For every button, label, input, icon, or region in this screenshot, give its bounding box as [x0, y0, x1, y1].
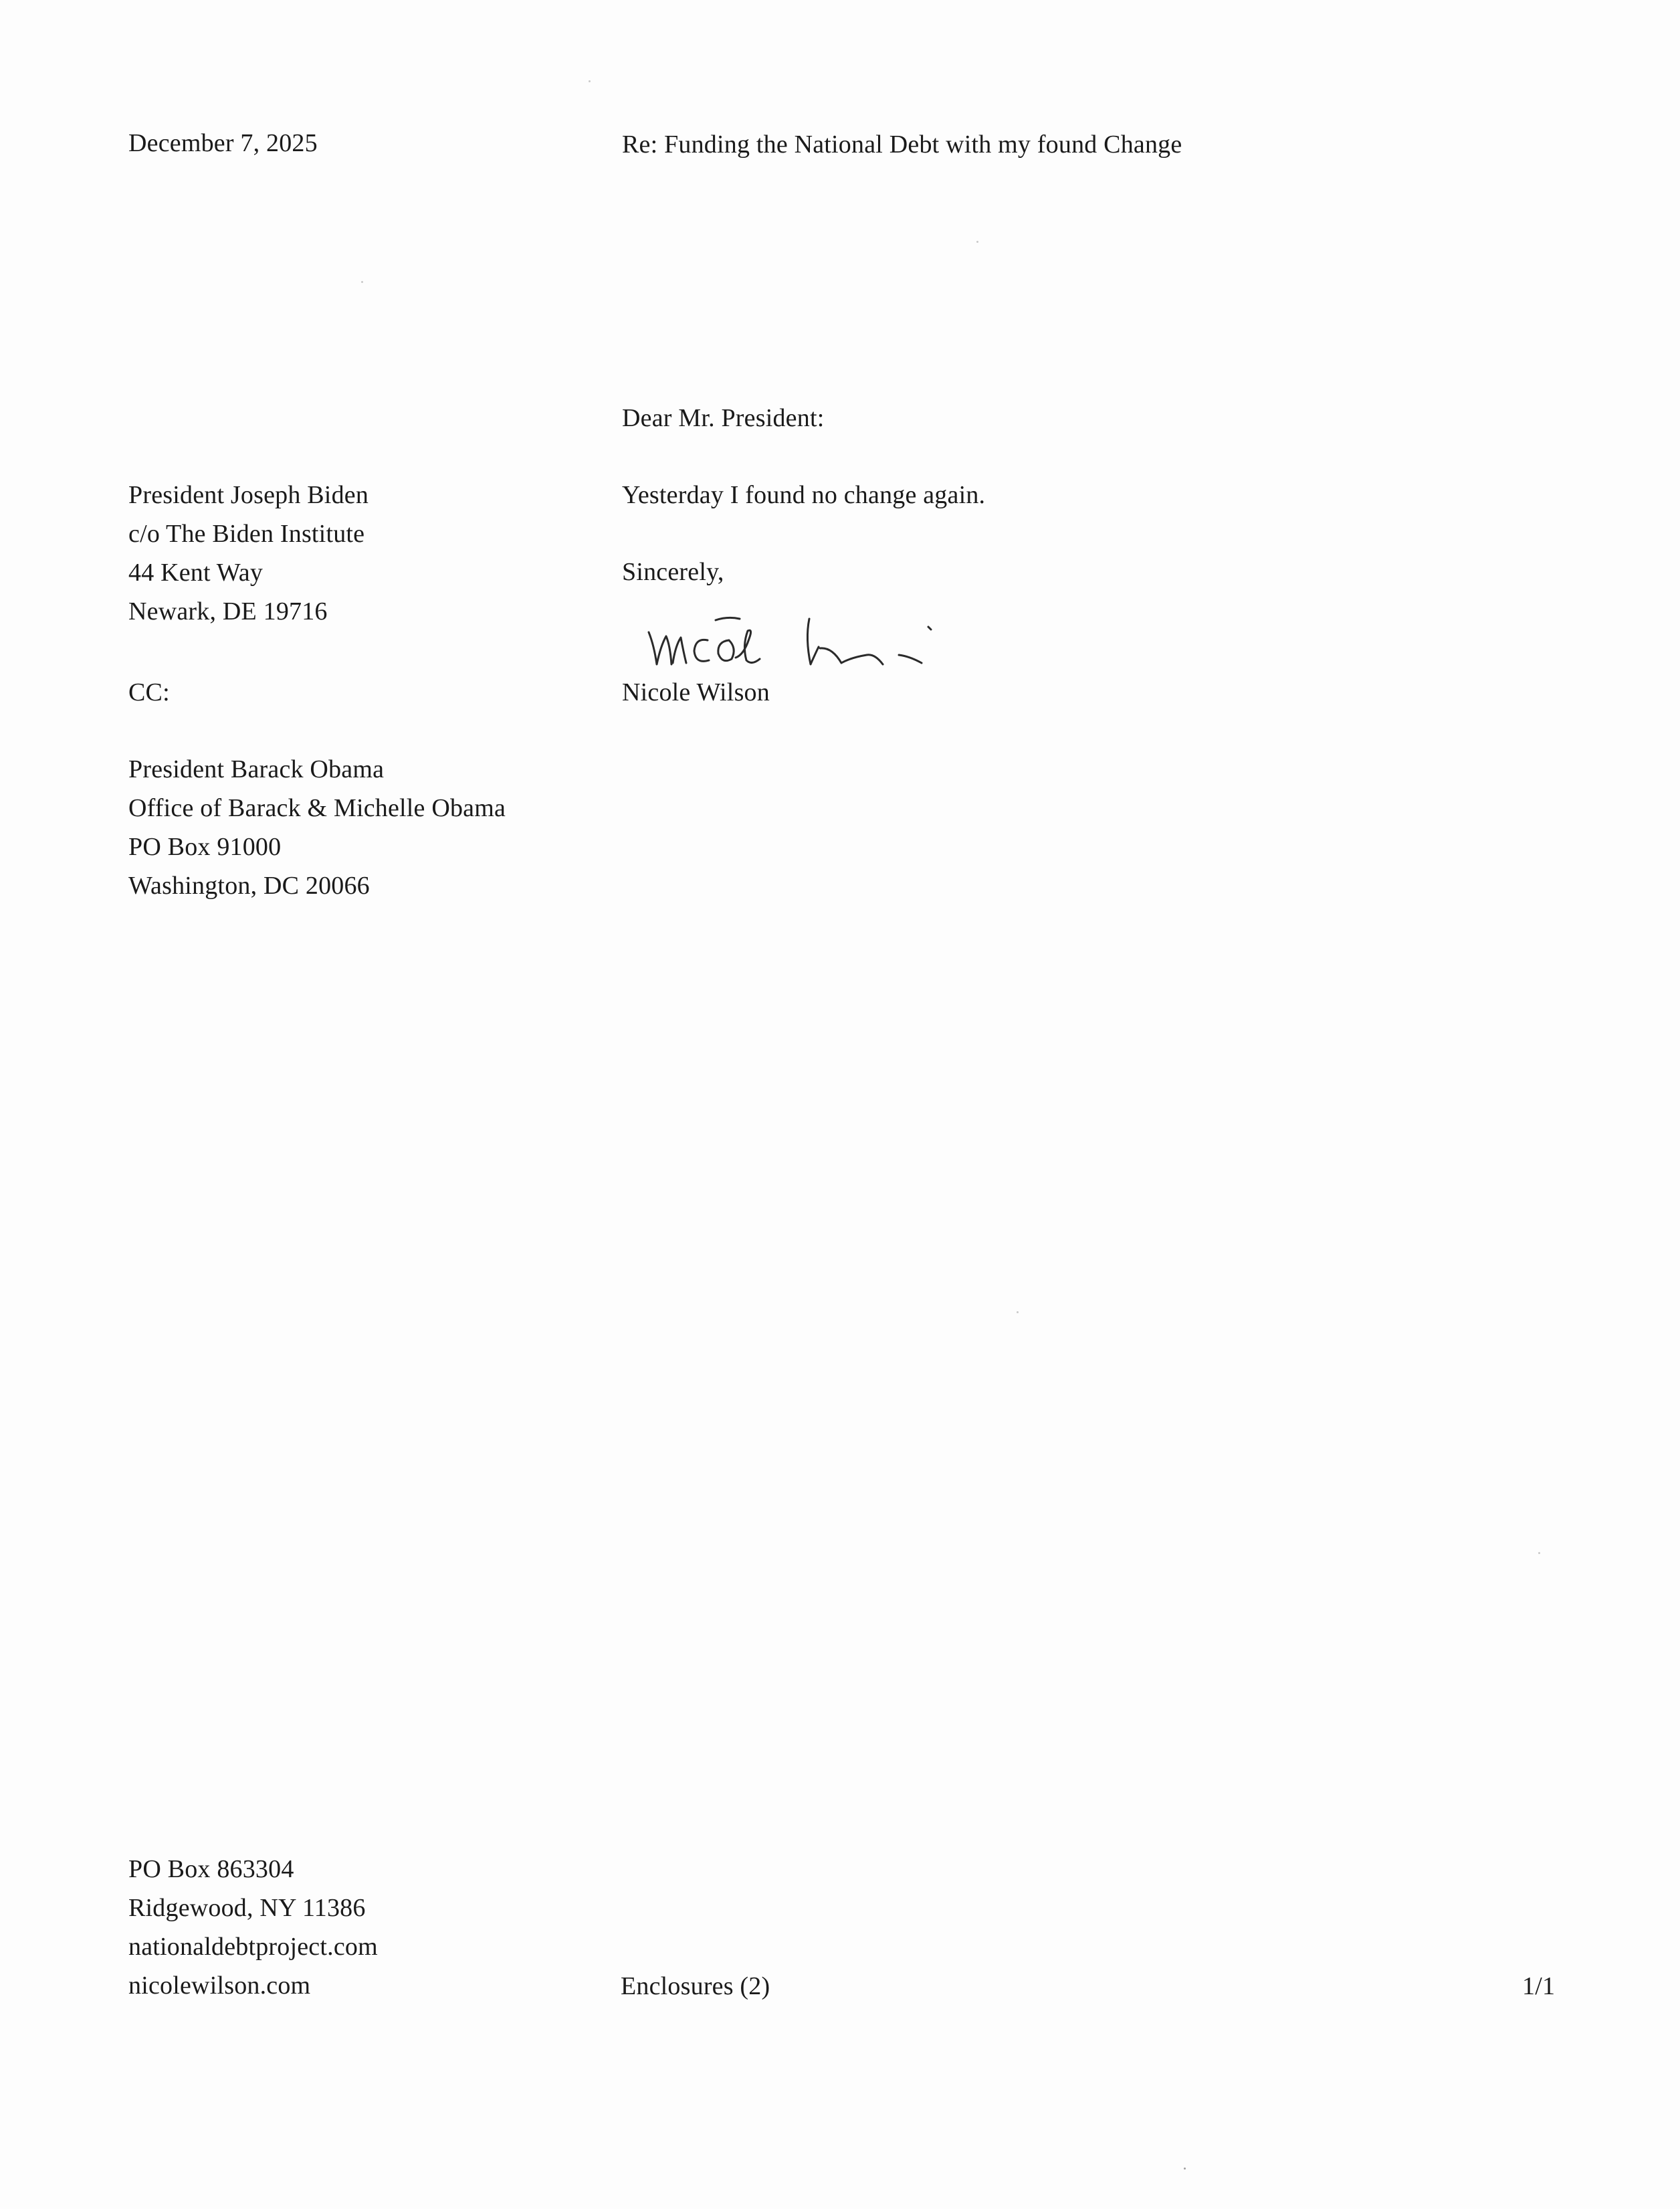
cc-recipient-city: Washington, DC 20066 [128, 872, 370, 900]
scan-speck [1017, 1311, 1019, 1313]
sender-city: Ridgewood, NY 11386 [128, 1894, 366, 1922]
salutation: Dear Mr. President: [622, 404, 825, 432]
cc-recipient-pobox: PO Box 91000 [128, 833, 282, 861]
recipient-city: Newark, DE 19716 [128, 597, 328, 626]
subject-line: Re: Funding the National Debt with my found Change [622, 130, 1182, 159]
cc-recipient-address [128, 750, 506, 905]
cc-recipient-org: Office of Barack & Michelle Obama [128, 794, 506, 822]
scan-speck [976, 241, 978, 243]
recipient-org: c/o The Biden Institute [128, 520, 365, 548]
sender-pobox: PO Box 863304 [128, 1855, 294, 1883]
scan-speck [1538, 1552, 1540, 1554]
recipient-street: 44 Kent Way [128, 559, 264, 587]
signature-name: Nicole Wilson [622, 678, 770, 706]
cc-label: CC: [128, 678, 170, 706]
letter-body: Yesterday I found no change again. [622, 481, 986, 509]
sender-footer [128, 1850, 378, 2005]
closing: Sincerely, [622, 558, 724, 586]
cc-recipient-name: President Barack Obama [128, 755, 385, 783]
scan-speck [589, 80, 591, 82]
enclosures-note: Enclosures (2) [621, 1972, 770, 2000]
scan-speck [1184, 2168, 1186, 2170]
sender-website-2: nicolewilson.com [128, 1972, 311, 2000]
scan-speck [361, 281, 363, 283]
sender-website-1: nationaldebtproject.com [128, 1933, 378, 1961]
recipient-address [128, 476, 369, 631]
letter-date: December 7, 2025 [128, 129, 318, 157]
recipient-name: President Joseph Biden [128, 481, 369, 509]
page-number: 1/1 [1522, 1972, 1556, 2000]
